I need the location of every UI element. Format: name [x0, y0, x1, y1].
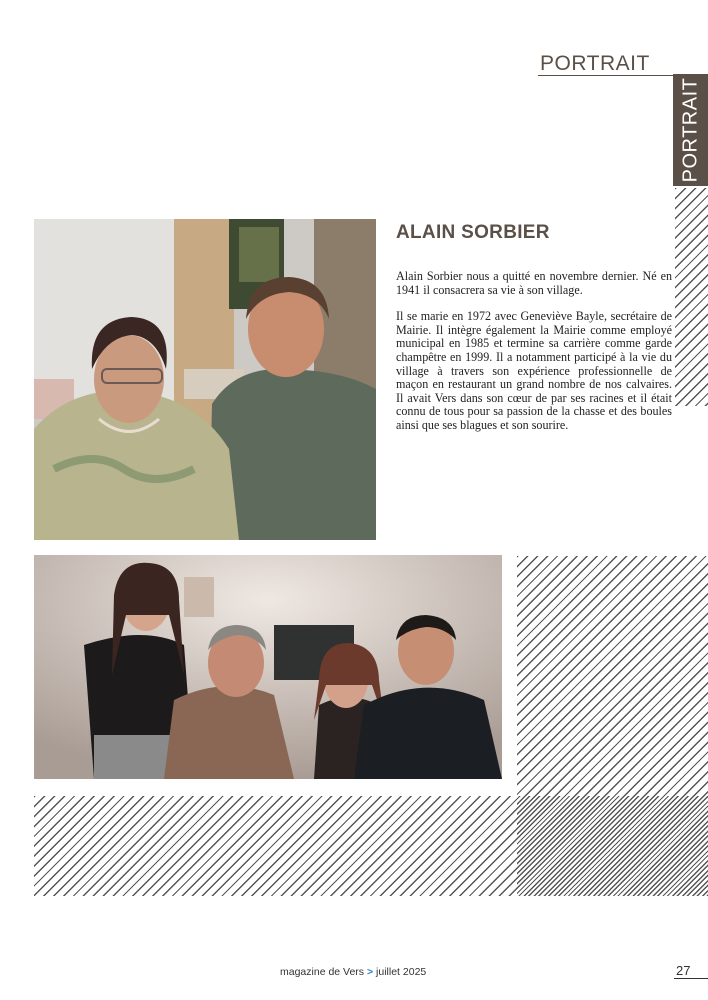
- page-number: 27: [676, 963, 691, 978]
- footer-publication: [280, 966, 426, 978]
- article-title: ALAIN SORBIER: [396, 222, 550, 243]
- footer-issue: juillet 2025: [376, 966, 427, 978]
- footer-arrow-icon: >: [366, 966, 374, 978]
- page-number-rule: [674, 978, 708, 979]
- footer-publication-name: magazine de Vers: [280, 966, 365, 978]
- side-tab-label: PORTRAIT: [679, 77, 701, 183]
- section-title: PORTRAIT: [540, 52, 650, 75]
- article-paragraph: Alain Sorbier nous a quitté en novembre dernier. Né en 1941 il consacrera sa vie à son village.: [396, 269, 672, 297]
- photo-couple: [34, 219, 376, 540]
- photo-family: [34, 555, 502, 779]
- side-hatch-decoration: [675, 188, 708, 406]
- hatch-decoration-bottom: [34, 796, 708, 896]
- side-tab: [673, 74, 708, 186]
- article-paragraph: Il se marie en 1972 avec Geneviève Bayle, secrétaire de Mairie. Il intègre également la Mairie comme employé municipal en 1985 et termine sa carrière comme garde champêtre en 1999. Il a notamment participé à la vie du village à travers son expérience professionnelle de maçon en restaurant un grand nombre de nos calvaires. Il avait Vers dans son cœur de par ses racines et il était connu de tous pour sa passion de la chasse et des boules ainsi que ses blagues et son sourire.: [396, 309, 672, 432]
- article-body: [396, 270, 672, 446]
